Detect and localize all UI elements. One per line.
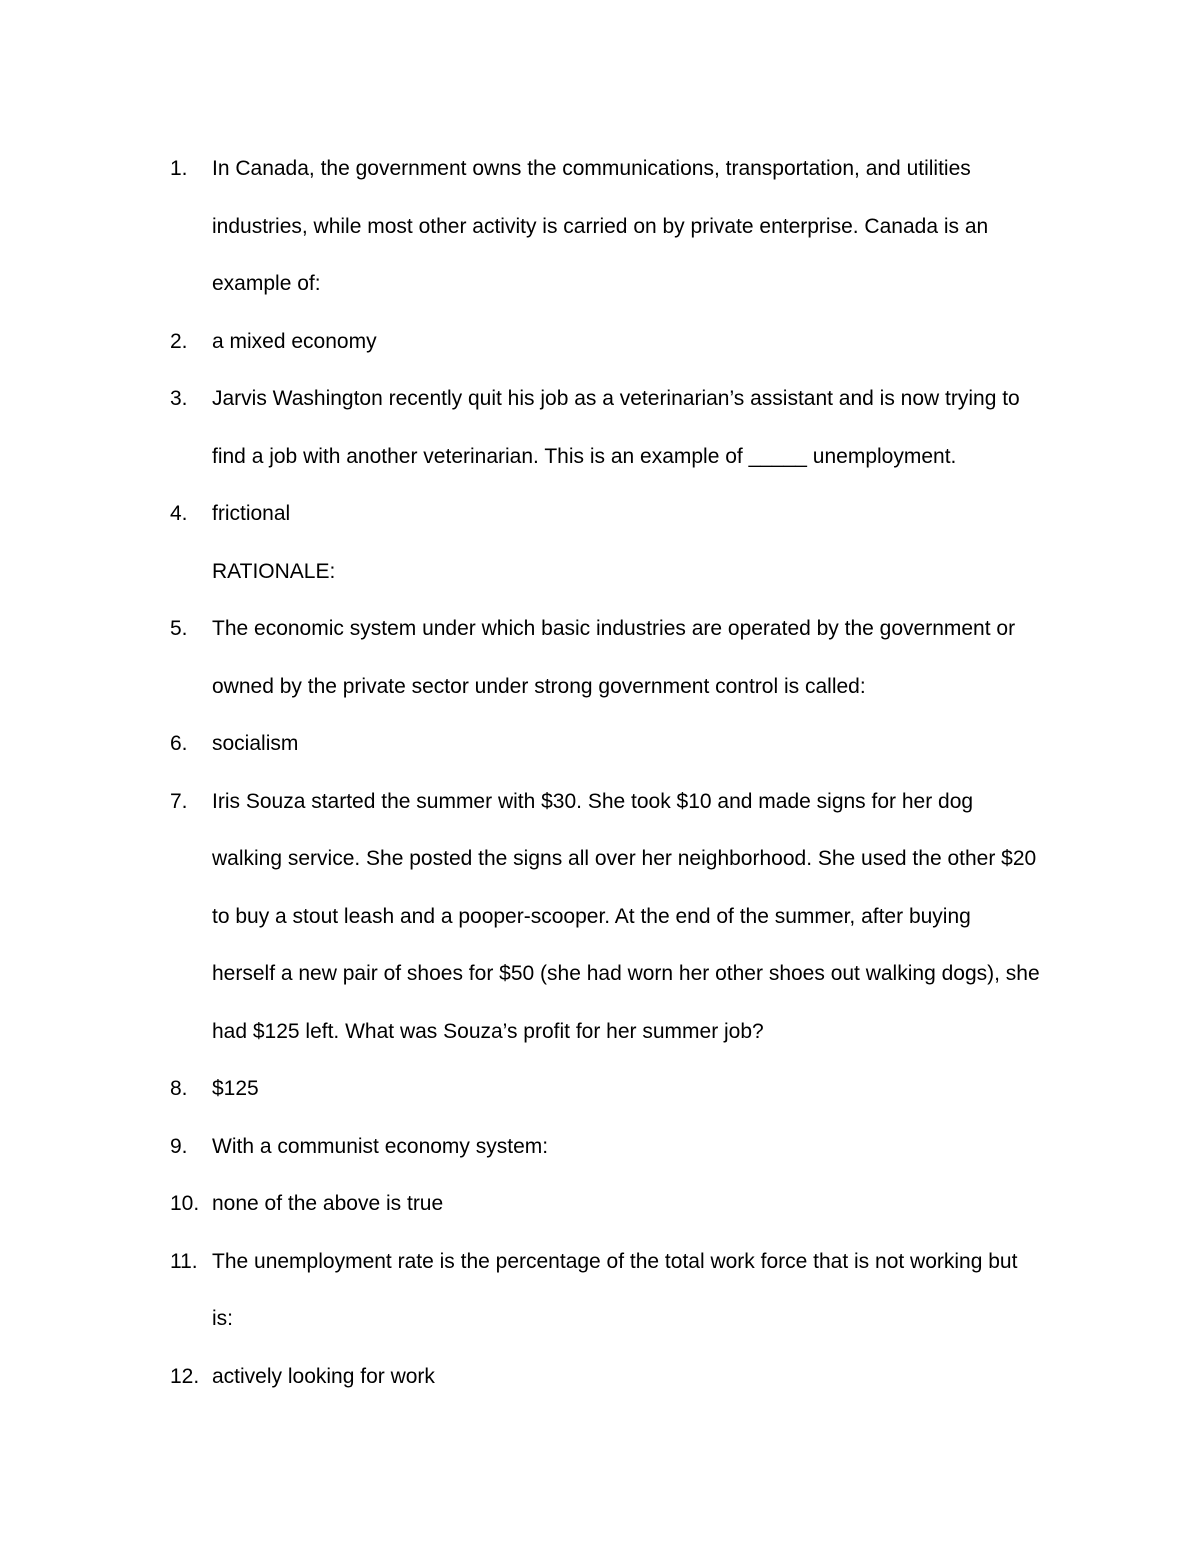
item-text (212, 600, 1062, 715)
text-line: The unemployment rate is the percentage of the total work force that is not working but (212, 1249, 1018, 1273)
list-item (170, 715, 1070, 773)
text-line: had $125 left. What was Souza’s profit for her summer job? (212, 1019, 764, 1043)
text-line: With a communist economy system: (212, 1134, 549, 1158)
list-item (170, 485, 1070, 543)
text-line: RATIONALE: (212, 559, 336, 583)
item-text (212, 1233, 1062, 1348)
list-item (170, 370, 1070, 485)
question-list (170, 140, 1070, 1405)
list-item (170, 543, 1070, 601)
text-line: herself a new pair of shoes for $50 (she had worn her other shoes out walking dogs), she (212, 962, 1040, 985)
item-number: 8. (170, 1077, 188, 1100)
text-line: socialism (212, 732, 299, 755)
text-line: The economic system under which basic industries are operated by the government or (212, 617, 1016, 640)
item-text (212, 1175, 1062, 1233)
item-number: 5. (170, 617, 188, 640)
item-number (170, 543, 212, 601)
text-line: industries, while most other activity is carried on by private enterprise. Canada is an (212, 214, 989, 238)
text-line: example of: (212, 272, 321, 295)
list-item (170, 1060, 1070, 1118)
list-item (170, 1175, 1070, 1233)
item-text (212, 543, 1062, 601)
text-line: Jarvis Washington recently quit his job as a veterinarian’s assistant and is now trying to (212, 387, 1020, 410)
item-number: 12. (170, 1364, 200, 1388)
text-line: none of the above is true (212, 1192, 444, 1215)
list-item (170, 773, 1070, 1061)
text-line: a mixed economy (212, 329, 377, 353)
item-text (212, 1060, 1062, 1118)
item-number: 1. (170, 157, 188, 180)
list-item (170, 1348, 1070, 1406)
text-line: find a job with another veterinarian. This is an example of _____ unemployment. (212, 444, 957, 468)
text-line: Iris Souza started the summer with $30. She took $10 and made signs for her dog (212, 789, 974, 813)
item-number: 4. (170, 502, 188, 525)
text-line: is: (212, 1307, 233, 1330)
text-line: actively looking for work (212, 1364, 435, 1388)
text-line: frictional (212, 502, 291, 525)
list-item (170, 313, 1070, 371)
item-text (212, 485, 1062, 543)
item-text (212, 1118, 1062, 1176)
item-number: 10. (170, 1192, 200, 1215)
item-number: 3. (170, 387, 188, 410)
item-number: 7. (170, 789, 188, 813)
text-line: to buy a stout leash and a pooper-scooper. At the end of the summer, after buying (212, 904, 971, 928)
item-text (212, 715, 1062, 773)
item-text (212, 313, 1062, 371)
item-text (212, 1348, 1062, 1406)
item-text (212, 140, 1062, 313)
item-number: 11. (170, 1249, 198, 1273)
text-line: In Canada, the government owns the communications, transportation, and utilities (212, 157, 971, 180)
item-number: 9. (170, 1134, 188, 1158)
list-item (170, 600, 1070, 715)
item-text (212, 370, 1062, 485)
text-line: walking service. She posted the signs all over her neighborhood. She used the other $20 (212, 847, 1037, 870)
list-item (170, 140, 1070, 313)
item-text (212, 773, 1062, 1061)
text-line: owned by the private sector under strong government control is called: (212, 674, 866, 698)
text-line: $125 (212, 1077, 259, 1100)
list-item (170, 1233, 1070, 1348)
item-number: 6. (170, 732, 188, 755)
list-item (170, 1118, 1070, 1176)
item-number: 2. (170, 329, 188, 353)
